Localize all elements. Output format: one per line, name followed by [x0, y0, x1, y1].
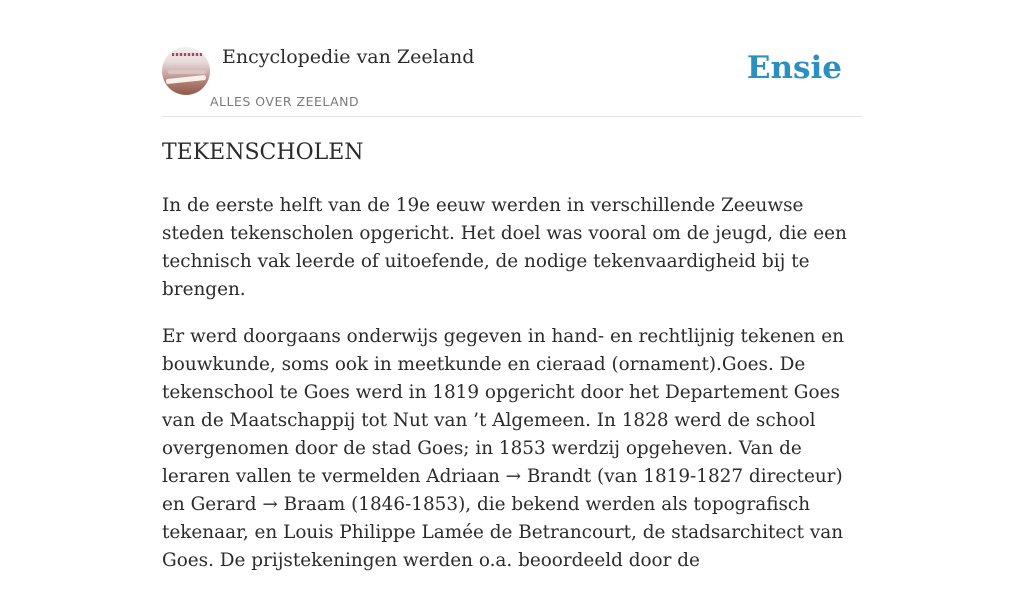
avatar-decoration — [166, 75, 206, 84]
site-header — [162, 44, 862, 117]
brand-logo[interactable]: Ensie — [746, 50, 842, 86]
site-title[interactable]: Encyclopedie van Zeeland — [222, 46, 475, 68]
avatar-decoration — [172, 53, 202, 56]
article-body — [162, 192, 862, 594]
article-title: TEKENSCHOLEN — [162, 140, 364, 165]
article-paragraph: In de eerste helft van de 19e eeuw werden in verschillende Zeeuwse steden tekenscholen opgericht. Het doel was vooral om de jeugd, die een technisch vak leerde of uitoefende, de nodige tekenvaardigheid bij te brengen. — [162, 195, 847, 300]
avatar-decoration — [168, 70, 206, 74]
site-logo-avatar[interactable] — [162, 47, 210, 95]
article-paragraph: Er werd doorgaans onderwijs gegeven in hand- en rechtlijnig tekenen en bouwkunde, soms ook in meetkunde en cieraad (ornament).Goes. De tekenschool te Goes werd in 1819 opgericht door het Departement Goes van de Maatschappij tot Nut van ’t Algemeen. In 1828 werd de school overgenomen door de stad Goes; in 1853 werdzij opgeheven. Van de leraren vallen te vermelden Adriaan → Brandt (van 1819-1827 directeur) en Gerard → Braam (1846-1853), die bekend werden als topografisch tekenaar, en Louis Philippe Lamée de Betrancourt, de stadsarchitect van Goes. De prijstekeningen werden o.a. beoordeeld door de — [162, 326, 844, 571]
site-tagline: ALLES OVER ZEELAND — [210, 94, 360, 109]
